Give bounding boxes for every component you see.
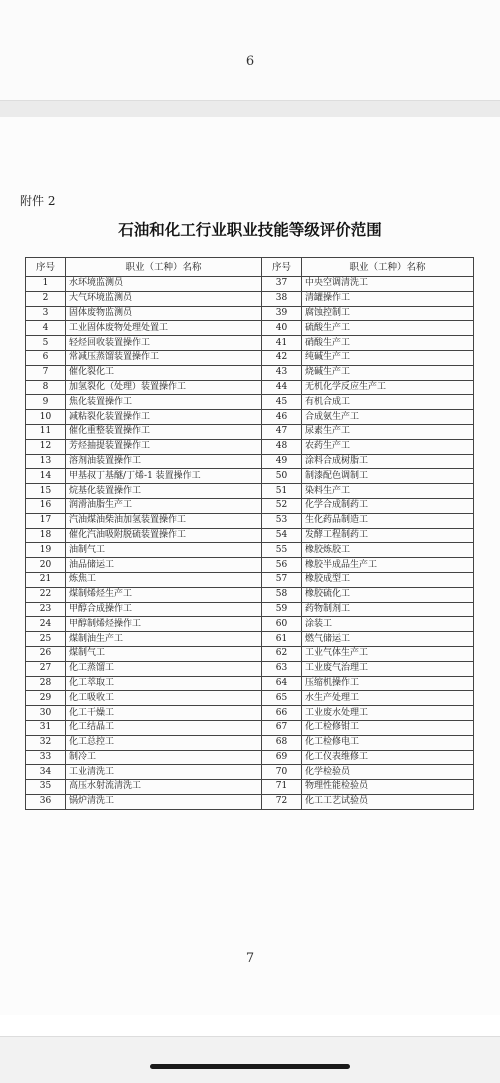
table-row [26, 676, 474, 691]
name-cell: 工业废水处理工 [302, 706, 474, 721]
seq-cell: 5 [26, 336, 66, 351]
name-cell: 化工仪表维修工 [302, 750, 474, 765]
seq-cell: 20 [26, 558, 66, 573]
name-cell: 烷基化装置操作工 [66, 484, 262, 499]
seq-cell: 26 [26, 646, 66, 661]
name-cell: 化工干燥工 [66, 706, 262, 721]
page-separator [0, 100, 500, 118]
seq-cell: 72 [262, 794, 302, 809]
seq-cell: 16 [26, 498, 66, 513]
page-number-top: 6 [245, 54, 255, 69]
name-cell: 化工检修电工 [302, 735, 474, 750]
seq-cell: 52 [262, 498, 302, 513]
seq-cell: 57 [262, 572, 302, 587]
seq-cell: 45 [262, 395, 302, 410]
name-cell: 涂料合成树脂工 [302, 454, 474, 469]
next-page-edge [0, 1036, 500, 1083]
seq-cell: 27 [26, 661, 66, 676]
name-cell: 润滑油脂生产工 [66, 498, 262, 513]
name-cell: 水生产处理工 [302, 691, 474, 706]
seq-cell: 51 [262, 484, 302, 499]
name-cell: 橡胶炼胶工 [302, 543, 474, 558]
seq-cell: 13 [26, 454, 66, 469]
seq-cell: 10 [26, 410, 66, 425]
seq-cell: 61 [262, 632, 302, 647]
table-row [26, 365, 474, 380]
seq-cell: 1 [26, 277, 66, 292]
table-row [26, 439, 474, 454]
table-row [26, 395, 474, 410]
seq-cell: 59 [262, 602, 302, 617]
table-row [26, 336, 474, 351]
table-row [26, 572, 474, 587]
table-row [26, 706, 474, 721]
name-cell: 染料生产工 [302, 484, 474, 499]
seq-cell: 6 [26, 350, 66, 365]
page-title: 石油和化工行业职业技能等级评价范围 [118, 221, 382, 239]
seq-cell: 64 [262, 676, 302, 691]
name-cell: 煤制油生产工 [66, 632, 262, 647]
name-cell: 化学检验员 [302, 765, 474, 780]
table-row [26, 454, 474, 469]
name-cell: 催化裂化工 [66, 365, 262, 380]
name-cell: 化工结晶工 [66, 720, 262, 735]
name-cell: 腐蚀控制工 [302, 306, 474, 321]
name-cell: 硝酸生产工 [302, 336, 474, 351]
name-cell: 橡胶硫化工 [302, 587, 474, 602]
occupation-table [25, 257, 474, 810]
seq-cell: 63 [262, 661, 302, 676]
page-number-bottom: 7 [245, 951, 255, 966]
name-cell: 尿素生产工 [302, 424, 474, 439]
table-row [26, 661, 474, 676]
name-cell: 水环境监测员 [66, 277, 262, 292]
name-cell: 中央空调清洗工 [302, 277, 474, 292]
seq-cell: 55 [262, 543, 302, 558]
seq-cell: 31 [26, 720, 66, 735]
name-cell: 炼焦工 [66, 572, 262, 587]
header-seq-left: 序号 [26, 258, 66, 277]
seq-cell: 40 [262, 321, 302, 336]
previous-page [0, 0, 500, 100]
name-cell: 减粘裂化装置操作工 [66, 410, 262, 425]
seq-cell: 60 [262, 617, 302, 632]
seq-cell: 9 [26, 395, 66, 410]
name-cell: 合成氨生产工 [302, 410, 474, 425]
name-cell: 加氢裂化（处理）装置操作工 [66, 380, 262, 395]
name-cell: 药物制剂工 [302, 602, 474, 617]
header-name-left: 职业（工种）名称 [66, 258, 262, 277]
name-cell: 化学合成制药工 [302, 498, 474, 513]
name-cell: 化工萃取工 [66, 676, 262, 691]
name-cell: 轻烃回收装置操作工 [66, 336, 262, 351]
seq-cell: 29 [26, 691, 66, 706]
seq-cell: 50 [262, 469, 302, 484]
table-row [26, 321, 474, 336]
seq-cell: 14 [26, 469, 66, 484]
name-cell: 烧碱生产工 [302, 365, 474, 380]
name-cell: 煤制气工 [66, 646, 262, 661]
name-cell: 工业清洗工 [66, 765, 262, 780]
header-name-right: 职业（工种）名称 [302, 258, 474, 277]
seq-cell: 70 [262, 765, 302, 780]
name-cell: 甲醇合成操作工 [66, 602, 262, 617]
seq-cell: 33 [26, 750, 66, 765]
name-cell: 固体废物监测员 [66, 306, 262, 321]
seq-cell: 42 [262, 350, 302, 365]
name-cell: 涂装工 [302, 617, 474, 632]
table-row [26, 646, 474, 661]
name-cell: 物理性能检验员 [302, 780, 474, 795]
seq-cell: 41 [262, 336, 302, 351]
seq-cell: 7 [26, 365, 66, 380]
table-row [26, 291, 474, 306]
table-row [26, 750, 474, 765]
table-row [26, 780, 474, 795]
seq-cell: 8 [26, 380, 66, 395]
seq-cell: 25 [26, 632, 66, 647]
name-cell: 无机化学反应生产工 [302, 380, 474, 395]
name-cell: 化工蒸馏工 [66, 661, 262, 676]
name-cell: 农药生产工 [302, 439, 474, 454]
seq-cell: 36 [26, 794, 66, 809]
table-row [26, 306, 474, 321]
seq-cell: 66 [262, 706, 302, 721]
name-cell: 甲醇制烯烃操作工 [66, 617, 262, 632]
name-cell: 甲基叔丁基醚/丁烯-1 装置操作工 [66, 469, 262, 484]
seq-cell: 37 [262, 277, 302, 292]
seq-cell: 11 [26, 424, 66, 439]
name-cell: 芳烃抽提装置操作工 [66, 439, 262, 454]
name-cell: 常减压蒸馏装置操作工 [66, 350, 262, 365]
name-cell: 溶剂油装置操作工 [66, 454, 262, 469]
name-cell: 发酵工程制药工 [302, 528, 474, 543]
seq-cell: 58 [262, 587, 302, 602]
table-row [26, 484, 474, 499]
seq-cell: 19 [26, 543, 66, 558]
seq-cell: 22 [26, 587, 66, 602]
seq-cell: 21 [26, 572, 66, 587]
seq-cell: 30 [26, 706, 66, 721]
name-cell: 化工检修钳工 [302, 720, 474, 735]
table-row [26, 558, 474, 573]
seq-cell: 35 [26, 780, 66, 795]
header-seq-right: 序号 [262, 258, 302, 277]
seq-cell: 69 [262, 750, 302, 765]
name-cell: 清罐操作工 [302, 291, 474, 306]
seq-cell: 23 [26, 602, 66, 617]
seq-cell: 32 [26, 735, 66, 750]
name-cell: 催化汽油吸附脱硫装置操作工 [66, 528, 262, 543]
table-row [26, 528, 474, 543]
seq-cell: 18 [26, 528, 66, 543]
seq-cell: 49 [262, 454, 302, 469]
table-header-row [26, 258, 474, 277]
seq-cell: 53 [262, 513, 302, 528]
name-cell: 制漆配色调制工 [302, 469, 474, 484]
seq-cell: 46 [262, 410, 302, 425]
seq-cell: 24 [26, 617, 66, 632]
name-cell: 生化药品制造工 [302, 513, 474, 528]
seq-cell: 62 [262, 646, 302, 661]
name-cell: 橡胶半成品生产工 [302, 558, 474, 573]
name-cell: 工业废气治理工 [302, 661, 474, 676]
seq-cell: 2 [26, 291, 66, 306]
name-cell: 制冷工 [66, 750, 262, 765]
name-cell: 工业固体废物处理处置工 [66, 321, 262, 336]
seq-cell: 65 [262, 691, 302, 706]
name-cell: 纯碱生产工 [302, 350, 474, 365]
name-cell: 锅炉清洗工 [66, 794, 262, 809]
table-row [26, 632, 474, 647]
name-cell: 油制气工 [66, 543, 262, 558]
name-cell: 压缩机操作工 [302, 676, 474, 691]
name-cell: 焦化装置操作工 [66, 395, 262, 410]
table-row [26, 424, 474, 439]
seq-cell: 38 [262, 291, 302, 306]
name-cell: 化工总控工 [66, 735, 262, 750]
seq-cell: 71 [262, 780, 302, 795]
seq-cell: 4 [26, 321, 66, 336]
seq-cell: 47 [262, 424, 302, 439]
table-row [26, 543, 474, 558]
table-row [26, 720, 474, 735]
table-row [26, 735, 474, 750]
table-row [26, 380, 474, 395]
table-row [26, 765, 474, 780]
name-cell: 汽油煤油柴油加氢装置操作工 [66, 513, 262, 528]
table-row [26, 513, 474, 528]
table-row [26, 794, 474, 809]
name-cell: 工业气体生产工 [302, 646, 474, 661]
name-cell: 燃气储运工 [302, 632, 474, 647]
table-row [26, 617, 474, 632]
seq-cell: 43 [262, 365, 302, 380]
table-row [26, 410, 474, 425]
seq-cell: 68 [262, 735, 302, 750]
table-row [26, 498, 474, 513]
seq-cell: 15 [26, 484, 66, 499]
seq-cell: 67 [262, 720, 302, 735]
name-cell: 化工吸收工 [66, 691, 262, 706]
name-cell: 橡胶成型工 [302, 572, 474, 587]
seq-cell: 44 [262, 380, 302, 395]
table-row [26, 691, 474, 706]
seq-cell: 34 [26, 765, 66, 780]
attachment-label: 附件 2 [20, 194, 56, 208]
name-cell: 煤制烯烃生产工 [66, 587, 262, 602]
name-cell: 化工工艺试验员 [302, 794, 474, 809]
table-row [26, 469, 474, 484]
table-row [26, 350, 474, 365]
seq-cell: 56 [262, 558, 302, 573]
name-cell: 大气环境监测员 [66, 291, 262, 306]
home-indicator[interactable] [150, 1064, 350, 1069]
seq-cell: 28 [26, 676, 66, 691]
seq-cell: 54 [262, 528, 302, 543]
name-cell: 催化重整装置操作工 [66, 424, 262, 439]
table-row [26, 587, 474, 602]
table-row [26, 602, 474, 617]
name-cell: 高压水射流清洗工 [66, 780, 262, 795]
seq-cell: 48 [262, 439, 302, 454]
name-cell: 有机合成工 [302, 395, 474, 410]
seq-cell: 3 [26, 306, 66, 321]
name-cell: 油品储运工 [66, 558, 262, 573]
seq-cell: 17 [26, 513, 66, 528]
table-row [26, 277, 474, 292]
seq-cell: 39 [262, 306, 302, 321]
seq-cell: 12 [26, 439, 66, 454]
name-cell: 硫酸生产工 [302, 321, 474, 336]
